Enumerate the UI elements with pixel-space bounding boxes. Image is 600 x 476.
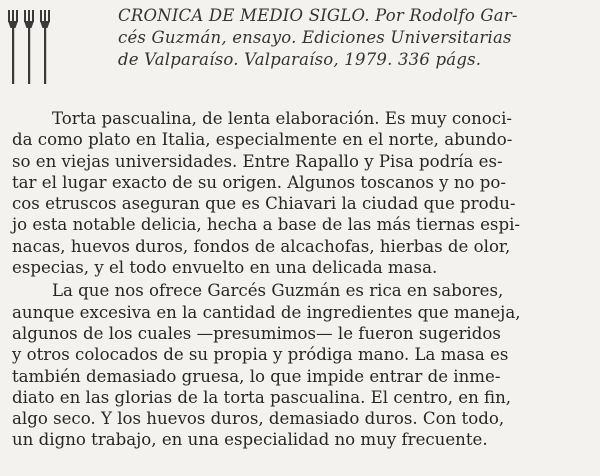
text-line: La que nos ofrece Garcés Guzmán es rica en sabores, bbox=[52, 281, 504, 301]
text-line: Torta pascualina, de lenta elaboración. Es muy conoci- bbox=[52, 109, 512, 128]
fork-knife-icon bbox=[6, 6, 54, 88]
text-line: algo seco. Y los huevos duros, demasiado duros. Con todo, bbox=[12, 409, 505, 429]
text-line: cos etruscos aseguran que es Chiavari la ciudad que produ- bbox=[12, 194, 516, 214]
review-body bbox=[12, 108, 598, 451]
text-line: también demasiado gruesa, lo que impide entrar de inme- bbox=[12, 366, 501, 386]
paragraph-1 bbox=[12, 108, 598, 278]
text-line: diato en las glorias de la torta pascualina. El centro, en fin, bbox=[12, 387, 512, 407]
text-line: so en viejas universidades. Entre Rapallo y Pisa podría es- bbox=[12, 151, 503, 171]
text-line: un digno trabajo, en una especialidad no muy frecuente. bbox=[12, 430, 488, 450]
text-line: especias, y el todo envuelto en una delicada masa. bbox=[12, 258, 438, 278]
text-line: aunque excesiva en la cantidad de ingredientes que maneja, bbox=[12, 302, 521, 322]
paragraph-2 bbox=[12, 280, 598, 450]
citation-line: cés Guzmán, ensayo. Ediciones Universitarias bbox=[118, 28, 512, 47]
book-citation bbox=[118, 5, 598, 71]
text-line: algunos de los cuales —presumimos— le fueron sugeridos bbox=[12, 323, 501, 343]
citation-line: CRONICA DE MEDIO SIGLO. Por Rodolfo Gar- bbox=[118, 6, 518, 25]
text-line: nacas, huevos duros, fondos de alcachofas, hierbas de olor, bbox=[12, 236, 511, 256]
citation-line: de Valparaíso. Valparaíso, 1979. 336 págs. bbox=[118, 50, 482, 69]
text-line: y otros colocados de su propia y pródiga mano. La masa es bbox=[12, 345, 509, 365]
text-line: jo esta notable delicia, hecha a base de las más tiernas espi- bbox=[12, 215, 520, 235]
text-line: da como plato en Italia, especialmente en el norte, abundo- bbox=[12, 130, 513, 150]
text-line: tar el lugar exacto de su origen. Algunos toscanos y no po- bbox=[12, 172, 507, 192]
